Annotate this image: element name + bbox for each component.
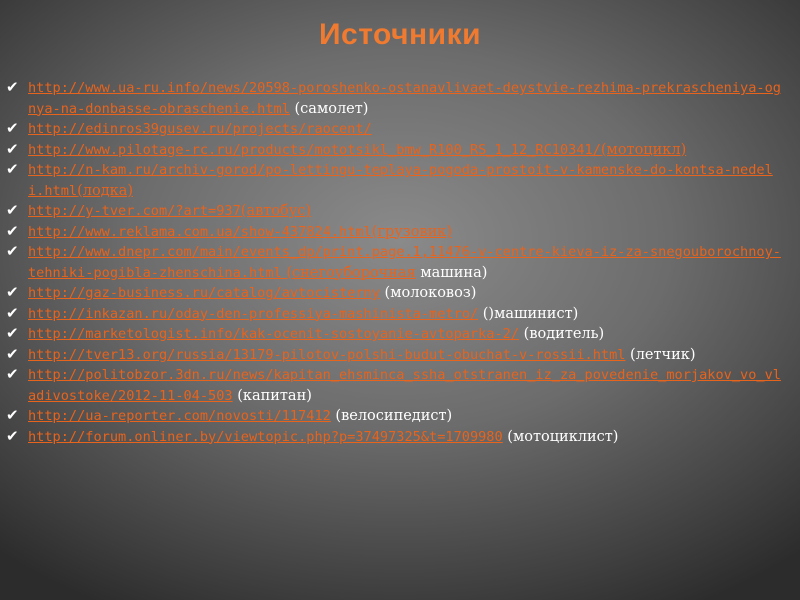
sources-list xyxy=(6,78,786,447)
slide-title: Источники xyxy=(318,18,482,51)
source-link[interactable]: http://www.pilotage-rc.ru/products/mototsikl_bmw_R100_RS_1_12_RC10341/ xyxy=(28,141,601,158)
list-item xyxy=(6,242,786,283)
source-link[interactable]: http://tver13.org/russia/13179-pilotov-polshi-budut-obuchat-v-rossii.html xyxy=(28,346,626,363)
source-link-label[interactable]: (грузовик) xyxy=(371,223,452,240)
checkmark-icon: ✔ xyxy=(6,345,19,363)
source-link[interactable]: http://politobzor.3dn.ru/news/kapitan_ehsminca_ssha_otstranen_iz_za_povedenie_morjakov_vo_vladivostoke/2012-11-04-503 xyxy=(28,367,781,404)
source-link[interactable]: http://n-kam.ru/archiv-gorod/po-lettingu-teplaya-pogoda-prostoit-v-kamenske-do-kontsa-nedeli.html xyxy=(28,162,773,199)
source-link[interactable]: http://www.ua-ru.info/news/20598-poroshenko-ostanavlivaet-deystvie-rezhima-prekrascheniya-ognya-na-donbasse-obraschenie.html xyxy=(28,80,781,117)
list-item xyxy=(6,427,786,448)
source-note: (мотоциклист) xyxy=(502,428,619,445)
source-note: машина) xyxy=(415,264,488,281)
source-link[interactable]: http://marketologist.info/kak-ocenit-sostoyanie-avtoparka-2/ xyxy=(28,326,520,342)
source-link[interactable]: http://gaz-business.ru/catalog/avtocisterny xyxy=(28,285,380,301)
source-link[interactable]: http://inkazan.ru/oday-den-professiya-mashinista-metro/ xyxy=(28,305,479,322)
checkmark-icon: ✔ xyxy=(6,79,19,96)
source-note: (водитель) xyxy=(519,326,605,342)
checkmark-icon: ✔ xyxy=(6,427,19,445)
source-link[interactable]: http://ua-reporter.com/novosti/117412 xyxy=(28,408,331,424)
source-link[interactable]: http://www.dnepr.com/main/events_dp/print.page.1,11476-v-centre-kieva-iz-za-snegouborochnoy-tehniki-pogibla-zhenschina.html xyxy=(28,244,781,281)
checkmark-icon: ✔ xyxy=(6,284,19,301)
checkmark-icon: ✔ xyxy=(6,140,19,158)
list-item xyxy=(6,406,786,427)
checkmark-icon: ✔ xyxy=(6,120,19,137)
checkmark-icon: ✔ xyxy=(6,161,19,178)
source-note: (молоковоз) xyxy=(379,285,477,301)
source-link[interactable]: http://forum.onliner.by/viewtopic.php?p=37497325&t=1709980 xyxy=(28,428,503,445)
list-item xyxy=(6,119,786,140)
list-item xyxy=(6,365,786,406)
list-item xyxy=(6,140,786,161)
source-note: (летчик) xyxy=(625,346,696,363)
source-link-label[interactable]: (автобус) xyxy=(240,203,312,219)
checkmark-icon: ✔ xyxy=(6,325,19,342)
source-link[interactable]: http://edinros39gusev.ru/projects/raocent/ xyxy=(28,121,372,137)
source-link-label[interactable]: (мотоцикл) xyxy=(600,141,687,158)
source-link-label[interactable]: (снегоуборочная xyxy=(281,264,416,281)
source-link[interactable]: http://y-tver.com/?art=937 xyxy=(28,203,241,219)
checkmark-icon: ✔ xyxy=(6,366,19,383)
checkmark-icon: ✔ xyxy=(6,202,19,219)
list-item xyxy=(6,345,786,366)
checkmark-icon: ✔ xyxy=(6,222,19,240)
list-item xyxy=(6,78,786,119)
source-link-label[interactable]: (лодка) xyxy=(77,182,133,199)
list-item xyxy=(6,160,786,201)
checkmark-icon: ✔ xyxy=(6,304,19,322)
source-note: (велосипедист) xyxy=(330,408,453,424)
source-note: (самолет) xyxy=(289,100,369,117)
source-note: (капитан) xyxy=(232,387,312,404)
list-item xyxy=(6,222,786,243)
source-note: ()машинист) xyxy=(478,305,579,322)
checkmark-icon: ✔ xyxy=(6,407,19,424)
checkmark-icon: ✔ xyxy=(6,243,19,260)
list-item xyxy=(6,201,786,222)
list-item xyxy=(6,283,786,304)
list-item xyxy=(6,324,786,345)
list-item xyxy=(6,304,786,325)
source-link[interactable]: http://www.reklama.com.ua/show-437824.html xyxy=(28,223,372,240)
